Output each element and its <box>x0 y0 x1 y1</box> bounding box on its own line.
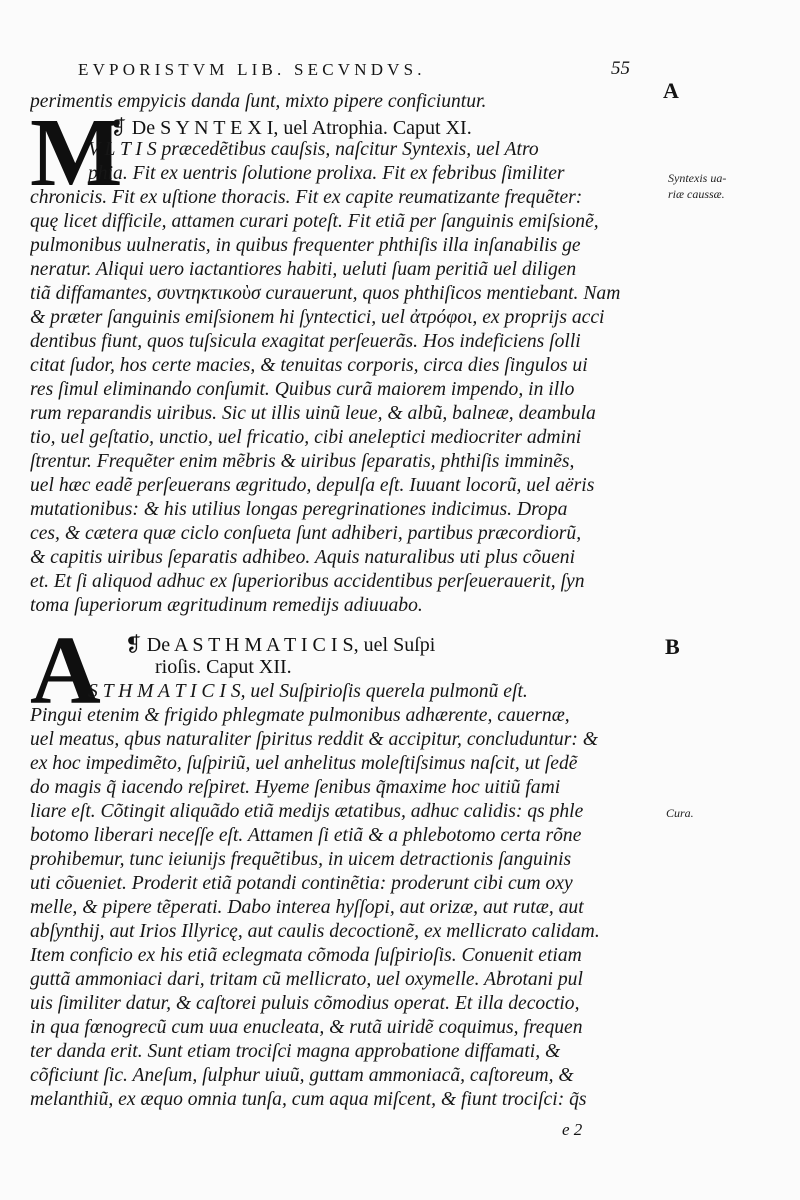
text-line: ces, & cætera quæ ciclo conſueta ſunt adhiberi, partibus præcordiorũ, <box>30 523 582 544</box>
text-line: guttã ammoniaci dari, tritam cũ mellicrato, uel oxymelle. Abrotani pul <box>30 969 583 990</box>
margin-letter-a: A <box>663 78 679 103</box>
text-line: res ſimul eliminando conſumit. Quibus curã maiorem impendo, in illo <box>30 379 575 400</box>
text-line: mutationibus: & his utilius longas peregrinationes indicimus. Dropa <box>30 499 568 520</box>
text-line: abſynthij, aut Irios Illyricę, aut caulis decoctionẽ, ex mellicrato calidam. <box>30 921 600 942</box>
text-line: do magis q̃ iacendo reſpiret. Hyeme ſenibus q̃maxime hoc uitiũ fami <box>30 777 561 798</box>
chapter-11-heading: ❡ De S Y N T E X I, uel Atrophia. Caput XI. <box>110 117 472 139</box>
sidenote-syntexis-text: Syntexis ua- riæ caussæ. <box>668 171 727 201</box>
text-line: ter danda erit. Sunt etiam trociſci magna approbatione diffamati, & <box>30 1041 561 1062</box>
text-line: V L T I S præcedẽtibus cauſsis, naſcitur Syntexis, uel Atro <box>88 139 539 160</box>
text-line: pulmonibus uulneratis, in quibus frequenter phthiſis illa inſanabilis ge <box>30 235 581 256</box>
text-line: cõficiunt ſic. Aneſum, ſulphur uiuũ, guttam ammoniacã, caſtoreum, & <box>30 1065 574 1086</box>
text-line: uti cõueniet. Proderit etiã potandi continẽtia: proderunt cibi cum oxy <box>30 873 573 894</box>
text-line: botomo liberari neceſſe eſt. Attamen ſi etiã & a phlebotomo certa rõne <box>30 825 582 846</box>
text-line: rum reparandis uiribus. Sic ut illis uinũ leue, & albũ, balneæ, deambula <box>30 403 596 424</box>
sidenote-syntexis <box>668 170 796 202</box>
text-line: liare eſt. Cõtingit aliquãdo etiã medijs ætatibus, adhuc calidis: qs phle <box>30 801 584 822</box>
text-line: et. Et ſi aliquod adhuc ex ſuperioribus accidentibus perſeuerauerit, ſyn <box>30 571 585 592</box>
text-line: uel hæc eadẽ perſeuerans ægritudo, depulſa eſt. Iuuant locorũ, uel aëris <box>30 475 595 496</box>
signature-mark: e 2 <box>562 1120 583 1139</box>
text-line: Item conficio ex his etiã eclegmata cõmoda ſuſpirioſis. Conuenit etiam <box>30 945 582 966</box>
text-line: uis ſimiliter datur, & caſtorei puluis cõmodius operat. Et illa decoctio, <box>30 993 580 1014</box>
drop-cap-m: M <box>30 99 123 207</box>
drop-cap-a: A <box>30 617 101 725</box>
text-line: uel meatus, qbus naturaliter ſpiritus reddit & accipitur, concluduntur: & <box>30 729 599 750</box>
text-line: ſtrentur. Frequẽter enim mẽbris & uiribus ſeparatis, phthiſis imminẽs, <box>30 451 575 472</box>
text-line: Pingui etenim & frigido phlegmate pulmonibus adhærente, cauernæ, <box>30 705 570 726</box>
chapter-12-heading: ❡ De A S T H M A T I C I S, uel Suſpi <box>125 634 436 656</box>
text-line: phia. Fit ex uentris ſolutione prolixa. Fit ex febribus ſimiliter <box>88 163 565 184</box>
folio-number: 55 <box>611 58 630 79</box>
running-head <box>70 58 630 84</box>
text-line: neratur. Aliqui uero iactantiores habiti, ueluti ſuam peritiã uel diligen <box>30 259 577 280</box>
text-line: S T H M A T I C I S, uel Suſpirioſis querela pulmonũ eſt. <box>88 681 528 702</box>
text-line: melle, & pipere tẽperati. Dabo interea hyſſopi, aut orizæ, aut rutæ, aut <box>30 897 584 918</box>
text-line: tio, uel geſtatio, unctio, uel fricatio, cibi aneleptici mediocriter admini <box>30 427 582 448</box>
text-line: toma ſuperiorum ægritudinum remedijs adiuuabo. <box>30 595 423 616</box>
text-line: prohibemur, tunc ieiunijs frequẽtibus, in uicem detractionis ſanguinis <box>30 849 572 870</box>
text-line: in qua fœnogrecũ cum uua enucleata, & rutã uiridẽ coquimus, frequen <box>30 1017 583 1038</box>
chapter-12-heading-cont: rioſis. Caput XII. <box>155 656 292 678</box>
text-line: & præter ſanguinis emiſsionem hi ſyntectici, uel ἀτρόφοι, ex proprijs acci <box>30 307 605 328</box>
text-line: & capitis uiribus ſeparatis adhibeo. Aquis naturalibus uti plus cõueni <box>30 547 576 568</box>
text-line: quę licet difficile, attamen curari poteſt. Fit etiã per ſanguinis emiſsionẽ, <box>30 211 599 232</box>
text-line: ex hoc impedimẽto, ſuſpiriũ, uel anhelitus moleſtiſsimus naſcit, ut ſedẽ <box>30 753 578 774</box>
text-line: dentibus fiunt, quos tuſsicula exagitat perſeuerãs. Hos indeficiens ſolli <box>30 331 581 352</box>
sidenote-cura: Cura. <box>666 806 694 820</box>
text-line: melanthiũ, ex æquo omnia tunſa, cum aqua miſcent, & fiunt trociſci: q̃s <box>30 1089 587 1110</box>
running-head-title: EVPORISTVM LIB. SECVNDVS. <box>78 60 426 79</box>
text-line: chronicis. Fit ex uſtione thoracis. Fit ex capite reumatizante frequẽter: <box>30 187 583 208</box>
text-line: citat ſudor, hos certe macies, & tenuitas corporis, circa dies ſingulos ui <box>30 355 588 376</box>
text-line: tiã diffamantes, συντηκτικοὺσ curauerunt, quos phthiſicos mentiebant. Nam <box>30 283 621 304</box>
margin-letter-b: B <box>665 634 680 659</box>
text-line: perimentis empyicis danda ſunt, mixto pipere conficiuntur. <box>30 91 487 112</box>
